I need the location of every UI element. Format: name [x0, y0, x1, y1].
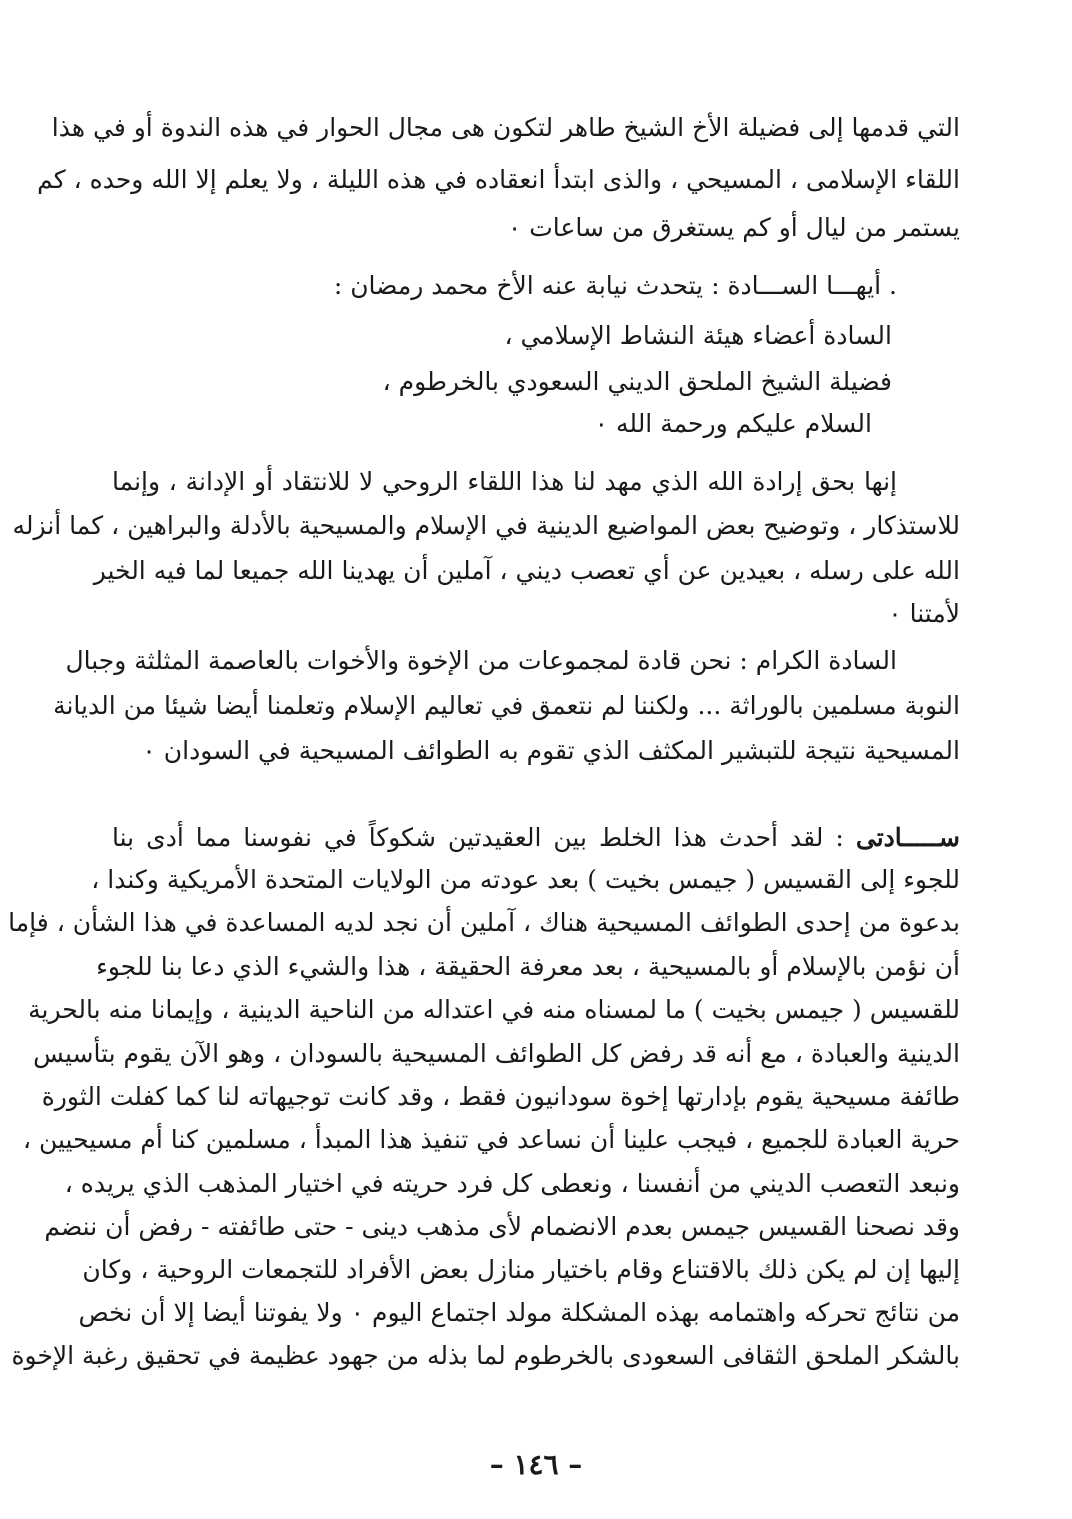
salutation-line-2: فضيلة الشيخ الملحق الديني السعودي بالخرطوم ، — [382, 367, 892, 396]
paragraph-4-line-11: إليها إن لم يكن ذلك بالاقتناع وقام باختيار منازل بعض الأفراد للتجمعات الروحية ، وكان — [82, 1255, 960, 1284]
paragraph-2-line-4: لأمتنا ٠ — [888, 599, 960, 628]
paragraph-4-first-line-text: : لقد أحدث هذا الخلط بين العقيدتين شكوكاً في نفوسنا مما أدى بنا — [112, 823, 844, 852]
paragraph-3-line-3: المسيحية نتيجة للتبشير المكثف الذي تقوم به الطوائف المسيحية في السودان ٠ — [142, 736, 960, 765]
paragraph-1-line-1: التي قدمها إلى فضيلة الأخ الشيخ طاهر لتكون هى مجال الحوار في هذه الندوة أو في هذا — [51, 113, 960, 142]
paragraph-4-line-4: أن نؤمن بالإسلام أو بالمسيحية ، بعد معرفة الحقيقة ، هذا والشيء الذي دعا بنا للجوء — [96, 952, 960, 981]
paragraph-4-line-8: حرية العبادة للجميع ، فيجب علينا أن نساعد في تنفيذ هذا المبدأ ، مسلمين كنا أم مسيحيين ، — [22, 1125, 960, 1154]
paragraph-4-lead-word: ســـــادتى — [855, 823, 960, 852]
paragraph-4-line-12: من نتائج تحركه واهتمامه بهذه المشكلة مولد اجتماع اليوم ٠ ولا يفوتنا أيضا إلا أن نخص — [78, 1298, 960, 1327]
paragraph-3-line-2: النوبة مسلمين بالوراثة ... ولكننا لم نتعمق في تعاليم الإسلام وتعلمنا أيضا شيئا من الديانة — [53, 691, 960, 720]
salutation-line-3: السلام عليكم ورحمة الله ٠ — [594, 409, 872, 438]
paragraph-2-line-2: للاستذكار ، وتوضيح بعض المواضيع الدينية في الإسلام والمسيحية بالأدلة والبراهين ، كما أنزله — [12, 511, 960, 540]
salutation-line-1: السادة أعضاء هيئة النشاط الإسلامي ، — [504, 321, 892, 350]
paragraph-2-line-1: إنها بحق إرادة الله الذي مهد لنا هذا اللقاء الروحي لا للانتقاد أو الإدانة ، وإنما — [112, 467, 897, 496]
paragraph-3-line-1: السادة الكرام : نحن قادة لمجموعات من الإخوة والأخوات بالعاصمة المثلثة وجبال — [65, 646, 897, 675]
paragraph-1-line-2: اللقاء الإسلامى ، المسيحي ، والذى ابتدأ انعقاده في هذه الليلة ، ولا يعلم إلا الله وحده ، كم — [37, 165, 960, 194]
paragraph-4-line-3: بدعوة من إحدى الطوائف المسيحية هناك ، آملين أن نجد لديه المساعدة في هذا الشأن ، فإما — [8, 908, 960, 937]
paragraph-4-line-1 — [112, 818, 960, 858]
paragraph-4-line-13: بالشكر الملحق الثقافى السعودى بالخرطوم لما بذله من جهود عظيمة في تحقيق رغبة الإخوة — [11, 1341, 960, 1370]
paragraph-1-line-3: يستمر من ليال أو كم يستغرق من ساعات ٠ — [507, 213, 960, 242]
paragraph-4-line-9: ونبعد التعصب الديني من أنفسنا ، ونعطى كل فرد حريته في اختيار المذهب الذي يريده ، — [64, 1169, 960, 1198]
paragraph-2-line-3: الله على رسله ، بعيدين عن أي تعصب ديني ، آملين أن يهدينا الله جميعا لما فيه الخير — [93, 556, 960, 585]
page-number: – ١٤٦ – — [489, 1448, 583, 1481]
paragraph-4-line-5: للقسيس ( جيمس بخيت ) ما لمسناه منه في اعتداله من الناحية الدينية ، وإيمانا منه بالحرية — [28, 995, 960, 1024]
paragraph-4-line-10: وقد نصحنا القسيس جيمس بعدم الانضمام لأى مذهب دينى - حتى طائفته - رفض أن ننضم — [44, 1212, 960, 1241]
paragraph-4-line-7: طائفة مسيحية يقوم بإدارتها إخوة سودانيون فقط ، وقد كانت توجيهاته لنا كما كفلت الثورة — [41, 1082, 960, 1111]
salutation-intro: . أيهـــا الســـادة : يتحدث نيابة عنه الأخ محمد رمضان : — [333, 271, 897, 300]
paragraph-4-line-6: الدينية والعبادة ، مع أنه قد رفض كل الطوائف المسيحية بالسودان ، وهو الآن يقوم بتأسيس — [33, 1039, 960, 1068]
paragraph-4-line-2: للجوء إلى القسيس ( جيمس بخيت ) بعد عودته من الولايات المتحدة الأمريكية وكندا ، — [91, 865, 960, 894]
